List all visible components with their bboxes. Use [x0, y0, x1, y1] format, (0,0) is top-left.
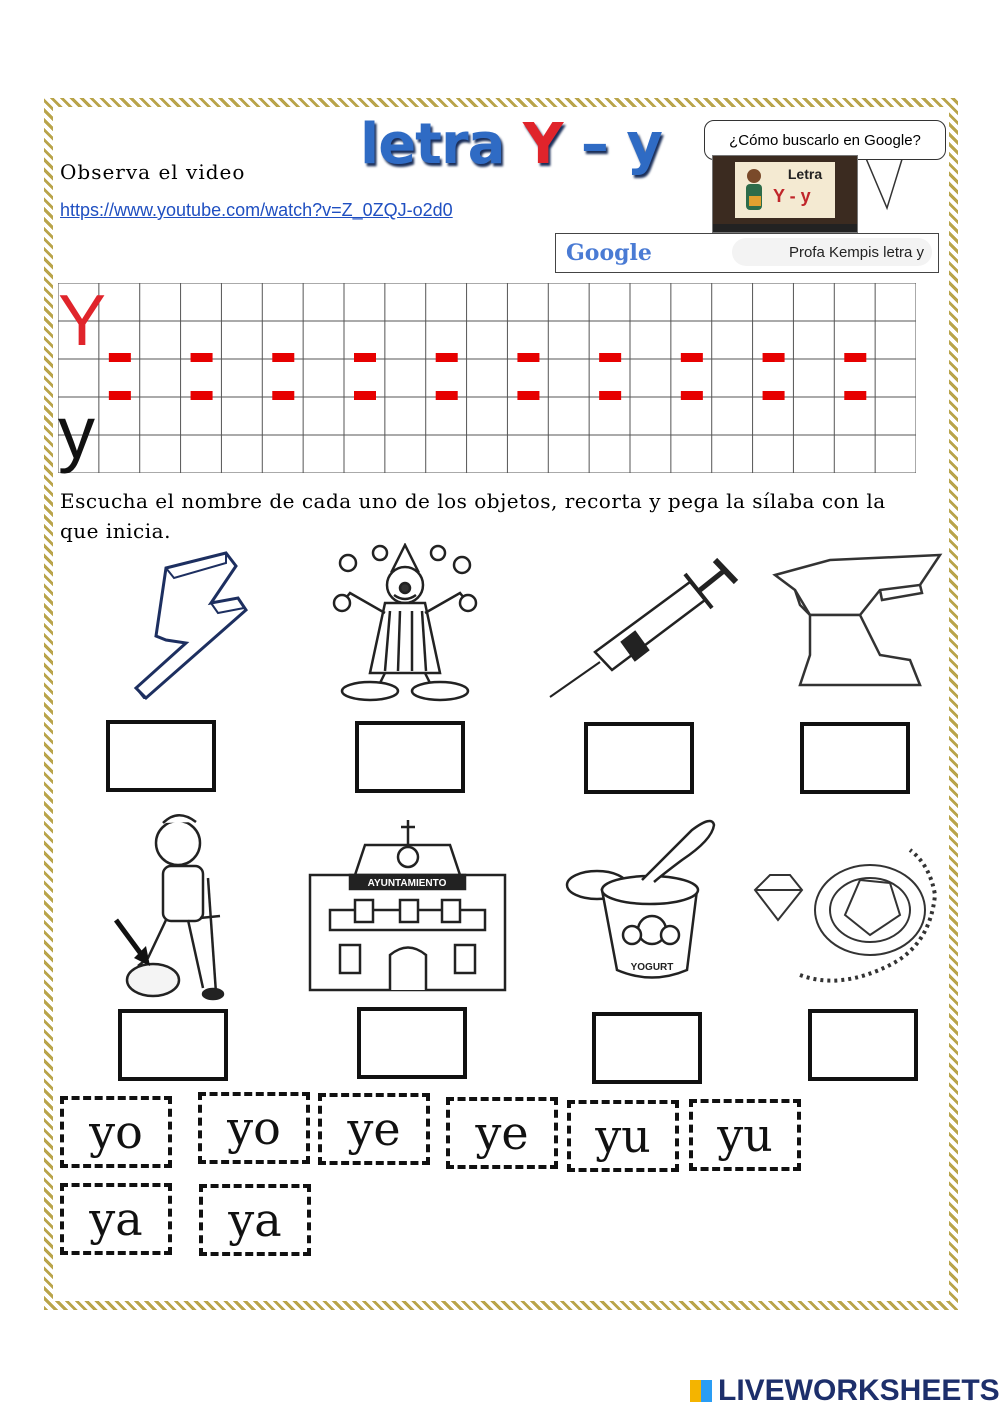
lightning-bolt-image: [126, 548, 256, 708]
answer-box-yunque[interactable]: [800, 722, 910, 794]
syllable-card-ye[interactable]: ye: [318, 1093, 430, 1165]
dash-mark: [763, 353, 785, 362]
dash-mark: [354, 391, 376, 400]
syllable-card-ye[interactable]: ye: [446, 1097, 558, 1169]
brand-name: LIVEWORKSHEETS: [718, 1374, 1000, 1407]
town-hall-image: [300, 815, 515, 993]
syllable-card-yo[interactable]: yo: [60, 1096, 172, 1168]
dash-mark: [763, 391, 785, 400]
answer-box-rayo[interactable]: [106, 720, 216, 792]
practice-grid[interactable]: [58, 283, 916, 473]
video-link[interactable]: https://www.youtube.com/watch?v=Z_0ZQJ-o2d0: [60, 200, 453, 220]
dash-mark: [272, 391, 294, 400]
answer-box-yogurt[interactable]: [592, 1012, 702, 1084]
jewels-image: [740, 835, 940, 995]
syringe-image: [540, 552, 740, 702]
video-thumbnail[interactable]: [712, 155, 858, 233]
dash-mark: [272, 353, 294, 362]
cast-leg-image: [108, 808, 238, 1003]
dash-mark: [109, 391, 131, 400]
dash-mark: [436, 391, 458, 400]
syllable-card-ya[interactable]: ya: [199, 1184, 311, 1256]
google-hint-bubble: ¿Cómo buscarlo en Google?: [704, 120, 946, 160]
thumb-subtitle: Y - y: [773, 186, 811, 206]
anvil-image: [770, 545, 945, 695]
answer-box-payaso[interactable]: [355, 721, 465, 793]
observe-label: Observa el video: [60, 160, 246, 184]
grid-upper-letter: Y: [58, 281, 107, 361]
yogurt-image: [562, 810, 722, 988]
dash-mark: [681, 353, 703, 362]
dash-mark: [191, 391, 213, 400]
syllable-card-yu[interactable]: yu: [689, 1099, 801, 1171]
grid-lower-letter: y: [58, 391, 95, 474]
clown-image: [330, 543, 480, 705]
page-title: letra Y – y: [360, 112, 662, 177]
dash-mark: [844, 353, 866, 362]
dash-mark: [436, 353, 458, 362]
dash-mark: [599, 353, 621, 362]
search-query: Profa Kempis letra y: [732, 238, 932, 266]
answer-box-ayuntamiento[interactable]: [357, 1007, 467, 1079]
google-logo: Google: [566, 240, 652, 266]
liveworksheets-logo[interactable]: [690, 1374, 1000, 1408]
dash-mark: [354, 353, 376, 362]
syllable-card-yu[interactable]: yu: [567, 1100, 679, 1172]
teacher-avatar-icon: [741, 166, 767, 216]
answer-box-joyas[interactable]: [808, 1009, 918, 1081]
google-search-example: [555, 233, 939, 273]
syllable-card-yo[interactable]: yo: [198, 1092, 310, 1164]
dash-mark: [599, 391, 621, 400]
thumb-title: Letra: [787, 166, 823, 182]
dash-mark: [517, 391, 539, 400]
dash-mark: [681, 391, 703, 400]
answer-box-yeso[interactable]: [118, 1009, 228, 1081]
yogurt-label: YOGURT: [630, 962, 674, 973]
instructions: Escucha el nombre de cada uno de los objetos, recorta y pega la sílaba con la que inicia.: [60, 489, 886, 543]
dash-mark: [517, 353, 539, 362]
dash-mark: [844, 391, 866, 400]
dash-mark: [109, 353, 131, 362]
liveworksheets-icon: [690, 1380, 712, 1402]
answer-box-jeringa[interactable]: [584, 722, 694, 794]
dash-mark: [191, 353, 213, 362]
syllable-card-ya[interactable]: ya: [60, 1183, 172, 1255]
town-hall-sign: AYUNTAMIENTO: [367, 878, 447, 889]
